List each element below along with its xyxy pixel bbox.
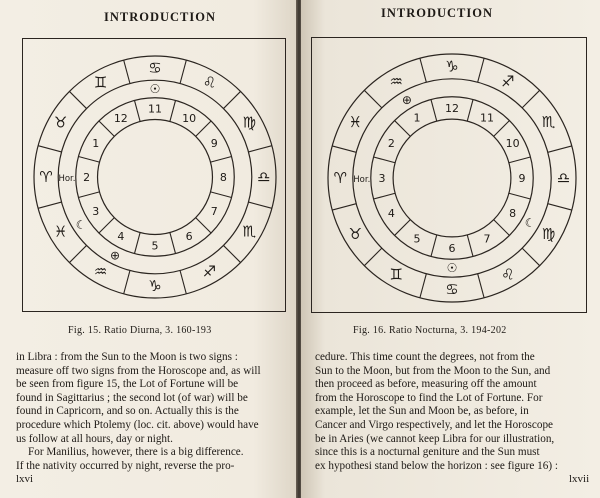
zodiac-sign-glyph: ♈	[333, 169, 348, 187]
zodiac-sign-glyph: ♍	[242, 113, 257, 132]
zodiac-sign-glyph: ♐	[202, 262, 217, 281]
house-number: 2	[387, 136, 395, 150]
house-number: 3	[92, 205, 100, 219]
text-line: example, let the Sun and Moon be, as before, in	[315, 405, 529, 418]
right-page	[301, 0, 600, 498]
house-number: 4	[117, 230, 125, 244]
zodiac-sign-glyph: ♌	[202, 73, 217, 92]
house-number: 1	[92, 136, 100, 150]
text-line: procedure which Ptolemy (loc. cit. above) would have	[16, 418, 259, 431]
text-line: since this is a nocturnal geniture and the Sun must	[315, 446, 540, 459]
horoscope-label: Hor.	[353, 175, 371, 185]
house-number: 11	[480, 111, 495, 125]
house-number: 9	[210, 136, 218, 150]
left-running-header: INTRODUCTION	[104, 10, 217, 24]
house-number: 4	[387, 207, 395, 221]
horoscope-label: Hor.	[58, 174, 76, 184]
figure-15-caption: Fig. 15. Ratio Diurna, 3. 160-193	[68, 325, 212, 336]
house-number: 12	[113, 111, 128, 125]
text-line: found in Sagittarius ; the second lot (of war) will be	[16, 391, 248, 404]
zodiac-sign-glyph: ♋	[148, 59, 162, 78]
left-body-text	[16, 351, 292, 473]
text-line: be in Aries (we cannot keep Libra for our illustration,	[315, 432, 555, 445]
house-number: 7	[210, 205, 218, 219]
house-number: 9	[518, 172, 526, 185]
text-line: from the Horoscope to find the Lot of Fortune. For	[315, 391, 543, 404]
text-line: ex hypothesi stand below the horizon : see figure 16) :	[315, 459, 558, 472]
zodiac-sign-glyph: ♏	[242, 222, 257, 241]
house-number: 6	[448, 242, 456, 256]
planet-marker-glyph: ☉	[149, 81, 161, 96]
zodiac-sign-glyph: ♉	[348, 224, 363, 243]
house-number: 10	[505, 136, 520, 150]
text-line: cedure. This time count the degrees, not from the	[315, 351, 535, 363]
figure-16-diagram	[312, 38, 588, 314]
house-number: 3	[378, 172, 386, 185]
text-line: Sun to the Moon, but from the Moon to the Sun, and	[315, 364, 551, 377]
text-line: Cancer and Virgo respectively, and let the Horoscope	[315, 418, 554, 431]
text-line: If the nativity occurred by night, reverse the pro-	[16, 459, 235, 472]
zodiac-sign-glyph: ♊	[389, 265, 403, 284]
zodiac-sign-glyph: ♎	[257, 168, 271, 186]
figure-15-diagram	[23, 39, 287, 313]
planet-marker-glyph: ☾	[524, 216, 536, 231]
house-number: 6	[185, 230, 193, 244]
house-number: 11	[148, 102, 162, 116]
figure-15-box	[22, 38, 286, 312]
text-line: found in Capricorn, and so on. Actually this is the	[16, 405, 239, 418]
zodiac-sign-glyph: ♈	[39, 168, 53, 186]
left-page-number: lxvi	[16, 473, 34, 485]
text-line: For Manilius, however, there is a big difference.	[28, 446, 244, 459]
left-page	[0, 0, 298, 498]
text-line: then proceed as before, measuring off the amount	[315, 378, 537, 391]
planet-marker-glyph: ☉	[446, 261, 458, 276]
zodiac-sign-glyph: ♑	[445, 57, 459, 76]
zodiac-sign-glyph: ♏	[541, 113, 556, 132]
figure-16-box	[311, 37, 587, 313]
house-number: 2	[83, 171, 91, 184]
zodiac-sign-glyph: ♒	[389, 72, 403, 91]
zodiac-sign-glyph: ♑	[148, 276, 162, 295]
zodiac-sign-glyph: ♎	[556, 169, 571, 187]
right-running-header: INTRODUCTION	[381, 6, 494, 20]
house-number: 8	[219, 171, 227, 184]
right-page-number: lxvii	[569, 473, 590, 485]
house-number: 8	[509, 207, 517, 221]
zodiac-sign-glyph: ♍	[541, 224, 556, 243]
text-line: be seen from figure 15, the Lot of Fortune will be	[16, 378, 239, 391]
zodiac-sign-glyph: ♌	[501, 265, 515, 284]
house-number: 10	[182, 111, 197, 125]
planet-marker-glyph: ☾	[75, 217, 87, 232]
text-line: us follow at all hours, day or night.	[16, 432, 173, 445]
zodiac-sign-glyph: ♓	[53, 222, 68, 241]
zodiac-sign-glyph: ♉	[53, 113, 68, 132]
text-line: measure off two signs from the Horoscope and, as will	[16, 364, 261, 377]
house-number: 5	[413, 232, 421, 246]
right-body-text	[315, 351, 595, 473]
text-line: in Libra : from the Sun to the Moon is two signs :	[16, 351, 238, 363]
zodiac-sign-glyph: ♒	[93, 262, 108, 281]
house-number: 1	[413, 111, 421, 125]
house-number: 5	[151, 239, 159, 253]
figure-16-caption: Fig. 16. Ratio Nocturna, 3. 194-202	[353, 325, 507, 336]
zodiac-sign-glyph: ♐	[501, 72, 515, 91]
zodiac-sign-glyph: ♋	[445, 280, 459, 299]
zodiac-sign-glyph: ♓	[348, 113, 363, 132]
zodiac-sign-glyph: ♊	[93, 73, 108, 92]
house-number: 12	[445, 101, 459, 115]
planet-marker-glyph: ⊕	[110, 248, 121, 263]
house-number: 7	[483, 232, 491, 246]
planet-marker-glyph: ⊕	[401, 92, 412, 107]
